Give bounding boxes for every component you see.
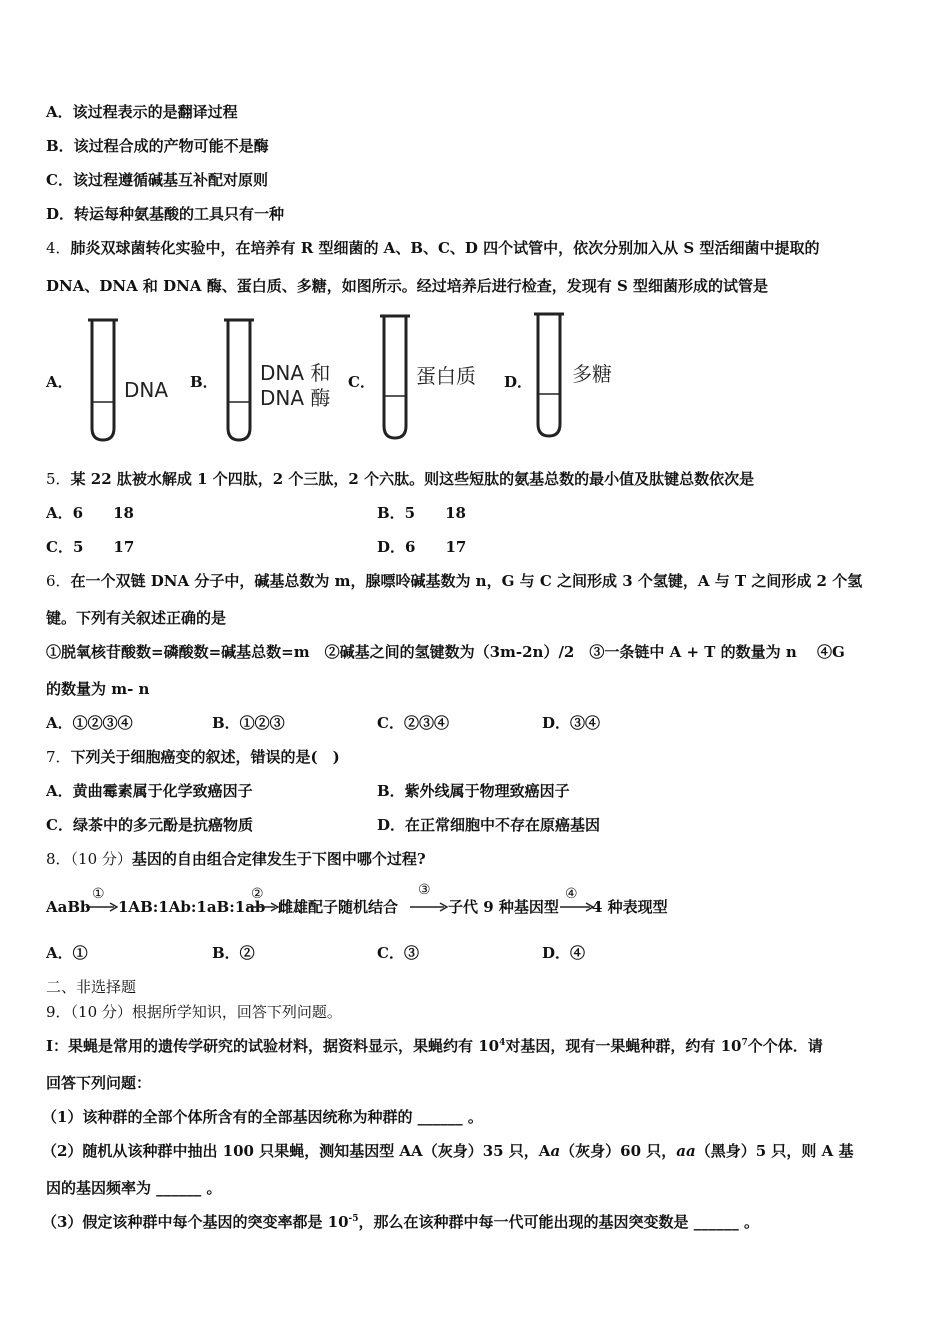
- q9-part3-a: （3）假定该种群中每个基因的突变率都是 10: [42, 1213, 349, 1231]
- q9-intro-c: 个个体．请: [747, 1037, 823, 1055]
- tube-a-letter: A．: [46, 373, 73, 391]
- q5-stem: [46, 469, 754, 489]
- q9-part2-b: a: [550, 1142, 561, 1160]
- q8-option-b: B．②: [212, 944, 255, 962]
- flow-step4-label: ④: [565, 886, 578, 902]
- q8-text: 基因的自由组合定律发生于下图中哪个过程?: [131, 850, 426, 868]
- flow-gametes: 1AB:1Ab:1aB:1ab: [118, 898, 266, 916]
- flow-fertilization: 雌雄配子随机结合: [278, 898, 399, 916]
- q9-part2-c: （灰身）60 只，: [560, 1142, 677, 1160]
- q6-number: 6．: [46, 572, 71, 590]
- q5-number: 5．: [46, 470, 71, 488]
- test-tube-c-icon: [378, 312, 412, 442]
- q4-stem-line2: DNA、DNA 和 DNA 酶、蛋白质、多糖，如图所示。经过培养后进行检查，发现有 S 型细菌形成的试管是: [46, 277, 769, 295]
- q6-stem-line2: 键。下列有关叙述正确的是: [46, 609, 227, 627]
- q9-number: 9．: [46, 1003, 71, 1021]
- test-tube-a-icon: [86, 316, 120, 444]
- q8-option-c: C．③: [377, 944, 419, 962]
- tube-b-label-line2: DNA 酶: [260, 386, 331, 410]
- q9-part1: （1）该种群的全部个体所含有的全部基因统称为种群的 ______ 。: [42, 1108, 483, 1126]
- q7-number: 7．: [46, 748, 71, 766]
- tube-d-label: 多糖: [572, 362, 612, 386]
- flow-arrow-1-icon: [86, 902, 118, 912]
- q8-option-a: A．①: [46, 944, 88, 962]
- flow-arrow-3-icon: [410, 902, 448, 912]
- q9-part2-e: （黑身）5 只，则 A 基: [695, 1142, 854, 1160]
- q9-text: 根据所学知识，回答下列问题。: [131, 1003, 342, 1021]
- q3-option-d: D．转运每种氨基酸的工具只有一种: [46, 205, 285, 223]
- q9-intro-a: Ⅰ：果蝇是常用的遗传学研究的试验材料，据资料显示，果蝇约有 10: [46, 1037, 500, 1055]
- tube-c-label: 蛋白质: [416, 364, 476, 388]
- q9-part3-exp: -5: [348, 1214, 359, 1224]
- q7-option-a: A．黄曲霉素属于化学致癌因子: [46, 782, 253, 800]
- q7-option-b: B．紫外线属于物理致癌因子: [377, 782, 570, 800]
- flow-step2-label: ②: [251, 886, 264, 902]
- q3-option-b: B．该过程合成的产物可能不是酶: [46, 137, 269, 155]
- test-tube-d-icon: [532, 310, 566, 440]
- q9-score: （10 分）: [70, 1003, 132, 1021]
- q4-stem-line1: [46, 238, 819, 258]
- q8-stem: [46, 849, 426, 869]
- q6-option-a: A．①②③④: [46, 714, 133, 732]
- q8-score: （10 分）: [70, 850, 132, 868]
- q6-statements-cont: 的数量为 m- n: [46, 680, 150, 698]
- q3-option-a: A．该过程表示的是翻译过程: [46, 103, 238, 121]
- q5-option-a: A．6 18: [46, 504, 134, 522]
- q6-stem-line1: [46, 571, 862, 591]
- q8-option-d: D．④: [542, 944, 586, 962]
- section-heading: 二、非选择题: [46, 978, 137, 996]
- q9-part2-a: （2）随机从该种群中抽出 100 只果蝇，测知基因型 AA（灰身）35 只，A: [42, 1142, 551, 1160]
- q7-option-d: D．在正常细胞中不存在原癌基因: [377, 816, 601, 834]
- q9-stem: [46, 1002, 342, 1022]
- flow-arrow-4-icon: [560, 902, 594, 912]
- q4-number: 4．: [46, 239, 71, 257]
- q5-text: 某 22 肽被水解成 1 个四肽，2 个三肽，2 个六肽。则这些短肽的氨基总数的最小值及肽键总数依次是: [70, 470, 755, 488]
- q9-part2-d: aa: [676, 1142, 696, 1160]
- q9-intro-exp2: 7: [741, 1038, 748, 1048]
- tube-c-letter: C．: [348, 373, 375, 391]
- tube-a-label: DNA: [124, 378, 169, 402]
- tube-b-label-line1: DNA 和: [260, 361, 331, 385]
- test-tube-b-icon: [222, 316, 256, 444]
- tube-b-letter: B．: [190, 373, 218, 391]
- q9-part3: [42, 1212, 759, 1232]
- q5-option-b: B．5 18: [377, 504, 466, 522]
- flow-aabb: AaBb: [46, 898, 91, 916]
- q4-text-line1: 肺炎双球菌转化实验中，在培养有 R 型细菌的 A、B、C、D 四个试管中，依次分别加入从 S 型活细菌中提取的: [70, 239, 820, 257]
- flow-genotypes: 子代 9 种基因型: [448, 898, 559, 916]
- q6-text-line1: 在一个双链 DNA 分子中，碱基总数为 m，腺嘌呤碱基数为 n，G 与 C 之间形成 3 个氢键，A 与 T 之间形成 2 个氢: [70, 572, 863, 590]
- flow-arrow-2-icon: [247, 902, 279, 912]
- flow-phenotypes: 4 种表现型: [592, 898, 668, 916]
- q7-option-c: C．绿茶中的多元酚是抗癌物质: [46, 816, 253, 834]
- flow-step3-label: ③: [418, 882, 431, 898]
- q6-statements: ①脱氧核苷酸数=磷酸数=碱基总数=m ②碱基之间的氢键数为（3m-2n）/2 ③一条链中 A + T 的数量为 n ④G: [46, 643, 845, 661]
- q9-part2-line1: [42, 1141, 853, 1161]
- q9-intro-line2: 回答下列问题：: [46, 1074, 152, 1092]
- q7-text: 下列关于细胞癌变的叙述，错误的是( ): [70, 748, 340, 766]
- q6-option-c: C．②③④: [377, 714, 449, 732]
- q6-option-b: B．①②③: [212, 714, 285, 732]
- q7-stem: [46, 747, 340, 767]
- q5-option-c: C．5 17: [46, 538, 135, 556]
- q3-option-c: C．该过程遵循碱基互补配对原则: [46, 171, 268, 189]
- flow-step1-label: ①: [92, 886, 105, 902]
- q9-intro-b: 对基因，现有一果蝇种群，约有 10: [505, 1037, 742, 1055]
- q9-part3-b: ，那么在该种群中每一代可能出现的基因突变数是 ______ 。: [358, 1213, 759, 1231]
- q9-intro-exp1: 4: [499, 1038, 506, 1048]
- q9-part2-line2: 因的基因频率为 ______ 。: [46, 1179, 222, 1197]
- q8-number: 8．: [46, 850, 71, 868]
- q6-option-d: D．③④: [542, 714, 601, 732]
- q5-option-d: D．6 17: [377, 538, 467, 556]
- q9-intro: [46, 1036, 823, 1056]
- tube-d-letter: D．: [504, 373, 533, 391]
